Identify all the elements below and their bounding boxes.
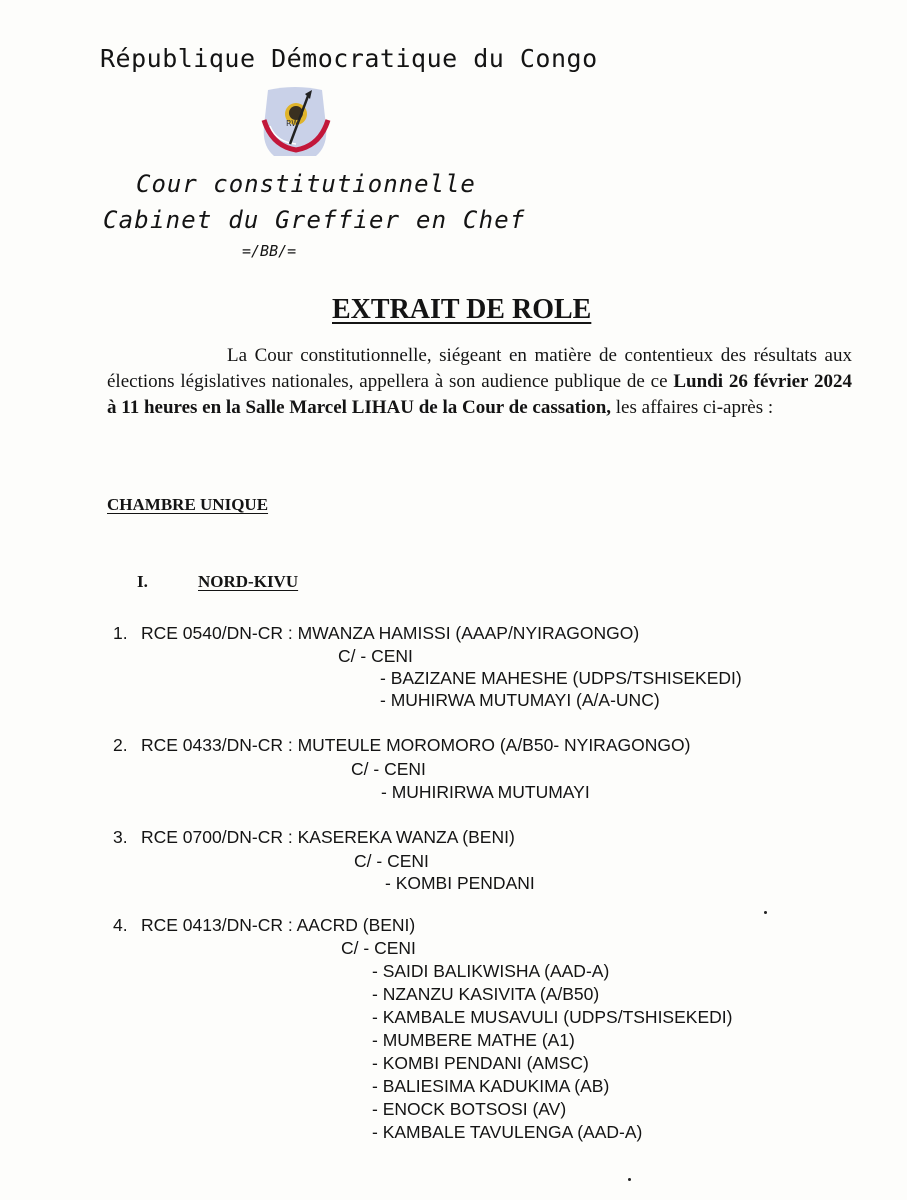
- case-applicant: KASEREKA WANZA (BENI): [297, 827, 515, 847]
- case-number: 1.: [113, 623, 128, 643]
- against-label: C/: [354, 851, 372, 871]
- case-line: [113, 826, 515, 848]
- section-name: NORD-KIVU: [198, 572, 299, 591]
- respondent: - BAZIZANE MAHESHE (UDPS/TSHISEKEDI): [380, 668, 742, 688]
- respondent: - MUHIRIRWA MUTUMAYI: [381, 782, 590, 802]
- respondent: - NZANZU KASIVITA (A/B50): [372, 984, 600, 1004]
- respondent: - CENI: [376, 851, 429, 871]
- case-reference: RCE 0433/DN-CR :: [141, 735, 293, 755]
- country-header: République Démocratique du Congo: [100, 44, 598, 73]
- case-line: [113, 734, 690, 756]
- case-number: 2.: [113, 735, 128, 755]
- respondent-line: [354, 850, 429, 872]
- respondent: - BALIESIMA KADUKIMA (AB): [372, 1076, 610, 1096]
- case-applicant: MUTEULE MOROMORO (A/B50- NYIRAGONGO): [297, 735, 691, 755]
- case-line: [113, 914, 415, 936]
- case-number: 4.: [113, 915, 128, 935]
- reference-code: =/BB/=: [242, 242, 297, 260]
- case-reference: RCE 0413/DN-CR :: [141, 915, 293, 935]
- document-title: EXTRAIT DE ROLE: [332, 294, 592, 325]
- respondent: - KOMBI PENDANI (AMSC): [372, 1053, 589, 1073]
- hearing-date-location: Lundi 26 février 2024 à 11 heures en la Salle Marcel LIHAU de la Cour de cassation,: [107, 371, 852, 418]
- case-applicant: MWANZA HAMISSI (AAAP/NYIRAGONGO): [297, 623, 640, 643]
- chamber-heading: CHAMBRE UNIQUE: [107, 495, 269, 514]
- respondent: - CENI: [363, 938, 416, 958]
- respondent: - SAIDI BALIKWISHA (AAD-A): [372, 961, 610, 981]
- case-line: [113, 622, 639, 644]
- against-label: C/: [338, 646, 356, 666]
- respondent-line: [341, 937, 416, 959]
- against-label: C/: [351, 759, 369, 779]
- intro-paragraph: [107, 343, 852, 421]
- coat-of-arms-emblem: [250, 86, 340, 162]
- cabinet-name: Cabinet du Greffier en Chef: [103, 206, 526, 234]
- respondent: - KAMBALE TAVULENGA (AAD-A): [372, 1122, 643, 1142]
- case-reference: RCE 0540/DN-CR :: [141, 623, 293, 643]
- respondent: - MUHIRWA MUTUMAYI (A/A-UNC): [380, 690, 660, 710]
- case-reference: RCE 0700/DN-CR :: [141, 827, 293, 847]
- respondent: - KOMBI PENDANI: [385, 873, 535, 893]
- scan-speck: [628, 1178, 631, 1181]
- respondent: - ENOCK BOTSOSI (AV): [372, 1099, 567, 1119]
- svg-text:RW: RW: [286, 119, 300, 128]
- intro-text-part1: La Cour constitutionnelle, siégeant en matière de contentieux des résultats aux élections législatives nationales, appellera à son audience publique de ce: [107, 345, 852, 392]
- case-applicant: AACRD (BENI): [296, 915, 416, 935]
- respondent: - MUMBERE MATHE (A1): [372, 1030, 575, 1050]
- section-number: I.: [137, 572, 148, 591]
- respondent-line: [351, 758, 426, 780]
- respondent: - CENI: [360, 646, 413, 666]
- respondent: - CENI: [373, 759, 426, 779]
- court-name: Cour constitutionnelle: [136, 170, 476, 198]
- scan-speck: [764, 911, 767, 914]
- respondent-line: [338, 645, 413, 667]
- case-number: 3.: [113, 827, 128, 847]
- respondent: - KAMBALE MUSAVULI (UDPS/TSHISEKEDI): [372, 1007, 733, 1027]
- intro-text-part2: les affaires ci-après :: [611, 397, 774, 418]
- against-label: C/: [341, 938, 359, 958]
